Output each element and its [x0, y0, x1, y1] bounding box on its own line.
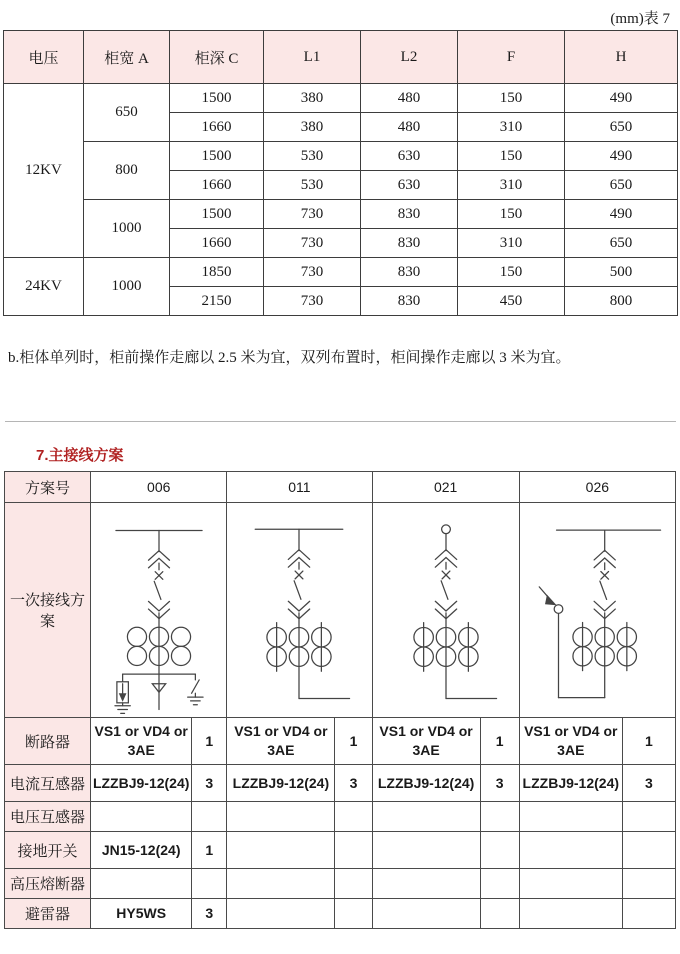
section-divider	[5, 421, 676, 422]
table-cell: 530	[264, 171, 361, 200]
row-label: 避雷器	[5, 899, 91, 929]
single-line-diagram-011-icon	[230, 504, 368, 716]
model-cell	[519, 869, 622, 899]
table-cell: 310	[458, 171, 565, 200]
qty-cell	[335, 832, 372, 869]
single-line-diagram-026-icon	[520, 504, 674, 716]
width-cell-1000-24kv: 1000	[84, 258, 170, 316]
voltage-cell-12kv: 12KV	[4, 84, 84, 258]
model-cell: HY5WS	[91, 899, 192, 929]
note-corridor: b.柜体单列时，柜前操作走廊以 2.5 米为宜，双列布置时，柜间操作走廊以 3 米为宜。	[8, 350, 571, 366]
component-row-breaker	[5, 718, 676, 765]
table-cell: 480	[361, 113, 458, 142]
col-header-voltage: 电压	[4, 31, 84, 84]
width-cell-650: 650	[84, 84, 170, 142]
qty-cell: 1	[192, 718, 227, 765]
table-cell: 380	[264, 113, 361, 142]
table-cell: 830	[361, 258, 458, 287]
table-cell: 730	[264, 258, 361, 287]
table-cell: 630	[361, 142, 458, 171]
table-cell: 830	[361, 287, 458, 316]
col-header-l2: L2	[361, 31, 458, 84]
table-cell: 150	[458, 200, 565, 229]
qty-cell	[622, 869, 675, 899]
qty-cell	[192, 869, 227, 899]
qty-cell: 3	[192, 765, 227, 802]
qty-cell: 3	[480, 765, 519, 802]
scheme-006-diagram-cell	[91, 503, 227, 718]
component-row-earthing-switch	[5, 832, 676, 869]
scheme-021-header: 021	[372, 472, 519, 503]
model-cell	[372, 832, 480, 869]
scheme-011-diagram-cell	[227, 503, 372, 718]
model-cell: LZZBJ9-12(24)	[91, 765, 192, 802]
qty-cell	[480, 899, 519, 929]
table-row	[4, 84, 678, 113]
table-cell: 1500	[170, 200, 264, 229]
scheme-011-header: 011	[227, 472, 372, 503]
single-line-diagram-021-icon	[377, 504, 515, 716]
table-cell: 310	[458, 229, 565, 258]
table-cell: 150	[458, 142, 565, 171]
component-row-voltage-transformer	[5, 802, 676, 832]
table-cell: 830	[361, 229, 458, 258]
model-cell: JN15-12(24)	[91, 832, 192, 869]
table-cell: 150	[458, 258, 565, 287]
model-cell	[91, 802, 192, 832]
model-cell	[519, 899, 622, 929]
table-cell: 1660	[170, 113, 264, 142]
qty-cell: 1	[622, 718, 675, 765]
table-cell: 310	[458, 113, 565, 142]
voltage-cell-24kv: 24KV	[4, 258, 84, 316]
table-cell: 800	[565, 287, 678, 316]
scheme-026-diagram-cell	[519, 503, 675, 718]
row-label: 断路器	[5, 718, 91, 765]
model-cell: VS1 or VD4 or 3AE	[519, 718, 622, 765]
scheme-026-header: 026	[519, 472, 675, 503]
section-title: 7.主接线方案	[36, 447, 124, 464]
table-row	[4, 200, 678, 229]
model-cell: LZZBJ9-12(24)	[227, 765, 335, 802]
model-cell	[519, 802, 622, 832]
table-cell: 1660	[170, 229, 264, 258]
table-cell: 730	[264, 229, 361, 258]
col-header-f: F	[458, 31, 565, 84]
qty-cell	[480, 802, 519, 832]
qty-cell: 1	[192, 832, 227, 869]
qty-cell: 3	[622, 765, 675, 802]
model-cell: VS1 or VD4 or 3AE	[91, 718, 192, 765]
qty-cell	[335, 899, 372, 929]
component-row-arrester	[5, 899, 676, 929]
table-cell: 490	[565, 200, 678, 229]
qty-cell	[335, 869, 372, 899]
table-cell: 500	[565, 258, 678, 287]
table-cell: 490	[565, 142, 678, 171]
qty-cell	[335, 802, 372, 832]
row-label: 电压互感器	[5, 802, 91, 832]
model-cell	[372, 802, 480, 832]
component-row-current-transformer	[5, 765, 676, 802]
width-cell-1000: 1000	[84, 200, 170, 258]
single-line-diagram-006-icon	[92, 504, 226, 716]
row-label: 高压熔断器	[5, 869, 91, 899]
row-label: 接地开关	[5, 832, 91, 869]
table-cell: 650	[565, 229, 678, 258]
table-cell: 450	[458, 287, 565, 316]
scheme-006-header: 006	[91, 472, 227, 503]
table-row	[4, 258, 678, 287]
qty-cell: 1	[335, 718, 372, 765]
model-cell: LZZBJ9-12(24)	[519, 765, 622, 802]
table-cell: 630	[361, 171, 458, 200]
model-cell	[227, 899, 335, 929]
width-cell-800: 800	[84, 142, 170, 200]
model-cell: VS1 or VD4 or 3AE	[372, 718, 480, 765]
table-cell: 650	[565, 113, 678, 142]
dimensions-table	[3, 30, 678, 316]
table-cell: 480	[361, 84, 458, 113]
row-label: 电流互感器	[5, 765, 91, 802]
qty-cell	[622, 899, 675, 929]
qty-cell	[622, 832, 675, 869]
qty-cell: 1	[480, 718, 519, 765]
table-cell: 2150	[170, 287, 264, 316]
table-cell: 150	[458, 84, 565, 113]
table-cell: 730	[264, 287, 361, 316]
col-header-h: H	[565, 31, 678, 84]
qty-cell: 3	[335, 765, 372, 802]
model-cell	[372, 869, 480, 899]
qty-cell: 3	[192, 899, 227, 929]
qty-cell	[192, 802, 227, 832]
model-cell	[227, 869, 335, 899]
model-cell: LZZBJ9-12(24)	[372, 765, 480, 802]
diagram-row-label: 一次接线方案	[5, 503, 91, 718]
table-cell: 730	[264, 200, 361, 229]
table-caption: (mm)表 7	[610, 11, 670, 27]
model-cell	[227, 832, 335, 869]
table-cell: 830	[361, 200, 458, 229]
table-cell: 530	[264, 142, 361, 171]
table-cell: 490	[565, 84, 678, 113]
qty-cell	[480, 869, 519, 899]
scheme-header-label: 方案号	[5, 472, 91, 503]
table-cell: 1850	[170, 258, 264, 287]
model-cell	[519, 832, 622, 869]
col-header-depth-c: 柜深 C	[170, 31, 264, 84]
scheme-021-diagram-cell	[372, 503, 519, 718]
table-cell: 1660	[170, 171, 264, 200]
table-cell: 1500	[170, 142, 264, 171]
scheme-table	[4, 471, 676, 929]
diagram-row	[5, 503, 676, 718]
col-header-l1: L1	[264, 31, 361, 84]
qty-cell	[480, 832, 519, 869]
model-cell	[372, 899, 480, 929]
dim-header-row	[4, 31, 678, 84]
table-row	[4, 142, 678, 171]
table-cell: 380	[264, 84, 361, 113]
scheme-header-row	[5, 472, 676, 503]
table-cell: 1500	[170, 84, 264, 113]
model-cell	[227, 802, 335, 832]
table-cell: 650	[565, 171, 678, 200]
model-cell: VS1 or VD4 or 3AE	[227, 718, 335, 765]
model-cell	[91, 869, 192, 899]
col-header-width-a: 柜宽 A	[84, 31, 170, 84]
qty-cell	[622, 802, 675, 832]
component-row-hv-fuse	[5, 869, 676, 899]
